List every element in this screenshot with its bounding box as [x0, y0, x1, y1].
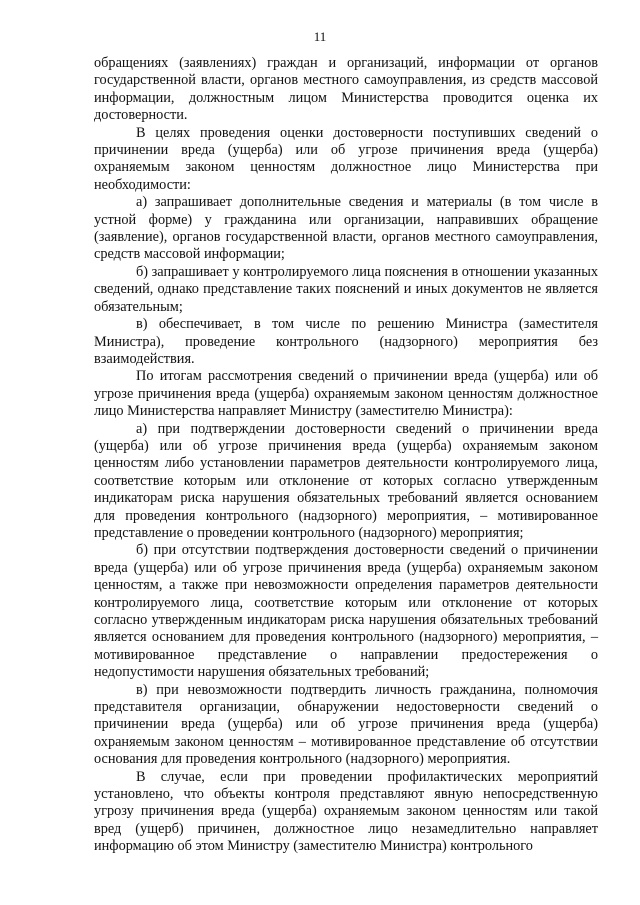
paragraph-preventive-measures: В случае, если при проведении профилактических мероприятий установлено, что объекты контроля представляют явную непосредственную угрозу причинения вреда (ущерба) охраняемым законом ценностям или такой вред (ущерб) причинен, должностное лицо незамедлительно направляет информацию об этом Министру (заместителю Министра) контрольного	[94, 768, 598, 855]
page-number: 11	[313, 29, 327, 44]
paragraph-item-c-ensure: в) обеспечивает, в том числе по решению Министра (заместителя Министра), проведение контрольного (надзорного) мероприятия без взаимодействия.	[94, 316, 598, 367]
paragraph-result-a: а) при подтверждении достоверности сведений о причинении вреда (ущерба) или об угрозе причинения вреда (ущерба) охраняемым законом ценностям либо установлении параметров деятельности контролируемого лица, соответствие которым или отклонение от которых согласно утвержденным индикаторам риска нарушения обязательных требований является основанием для проведения контрольного (надзорного) мероприятия, – мотивированное представление о проведении контрольного (надзорного) мероприятия;	[94, 420, 598, 541]
paragraph-result-b: б) при отсутствии подтверждения достоверности сведений о причинении вреда (ущерба) или об угрозе причинения вреда (ущерба) охраняемым законом ценностям, а также при невозможности определения параметров деятельности контролируемого лица, соответствие которым или отклонение от которых согласно утвержденным индикаторам риска нарушения обязательных требований является основанием для проведения контрольного (надзорного) мероприятия, – мотивированное представление о направлении предостережения о недопустимости нарушения обязательных требований;	[94, 542, 598, 681]
paragraph-item-a-request: а) запрашивает дополнительные сведения и материалы (в том числе в устной форме) у гражданина или организации, направивших обращение (заявление), органов государственной власти, органов местного самоуправления, средств массовой информации;	[94, 194, 598, 263]
paragraph-item-b-request: б) запрашивает у контролируемого лица пояснения в отношении указанных сведений, однако представление таких пояснений и иных документов не является обязательным;	[94, 263, 598, 315]
paragraph-result-c: в) при невозможности подтвердить личность гражданина, полномочия представителя организации, обнаружении недостоверности сведений о причинении вреда (ущерба) или об угрозе причинения вреда (ущерба) охраняемым законом ценностям – мотивированное представление об отсутствии основания для проведения контрольного (надзорного) мероприятия.	[94, 681, 598, 768]
paragraph-review-results: По итогам рассмотрения сведений о причинении вреда (ущерба) или об угрозе причинения вреда (ущерба) охраняемым законом ценностям должностное лицо Министерства направляет Министру (заместителю Министра):	[94, 368, 598, 420]
document-body	[94, 55, 598, 856]
paragraph-continuation: обращениях (заявлениях) граждан и организаций, информации от органов государственной власти, органов местного самоуправления, из средств массовой информации, должностным лицом Министерства проводится оценка их достоверности.	[94, 55, 598, 124]
paragraph-assessment-purpose: В целях проведения оценки достоверности поступивших сведений о причинении вреда (ущерба) или об угрозе причинения вреда (ущерба) охраняемым законом ценностям должностное лицо Министерства при необходимости:	[94, 124, 598, 193]
